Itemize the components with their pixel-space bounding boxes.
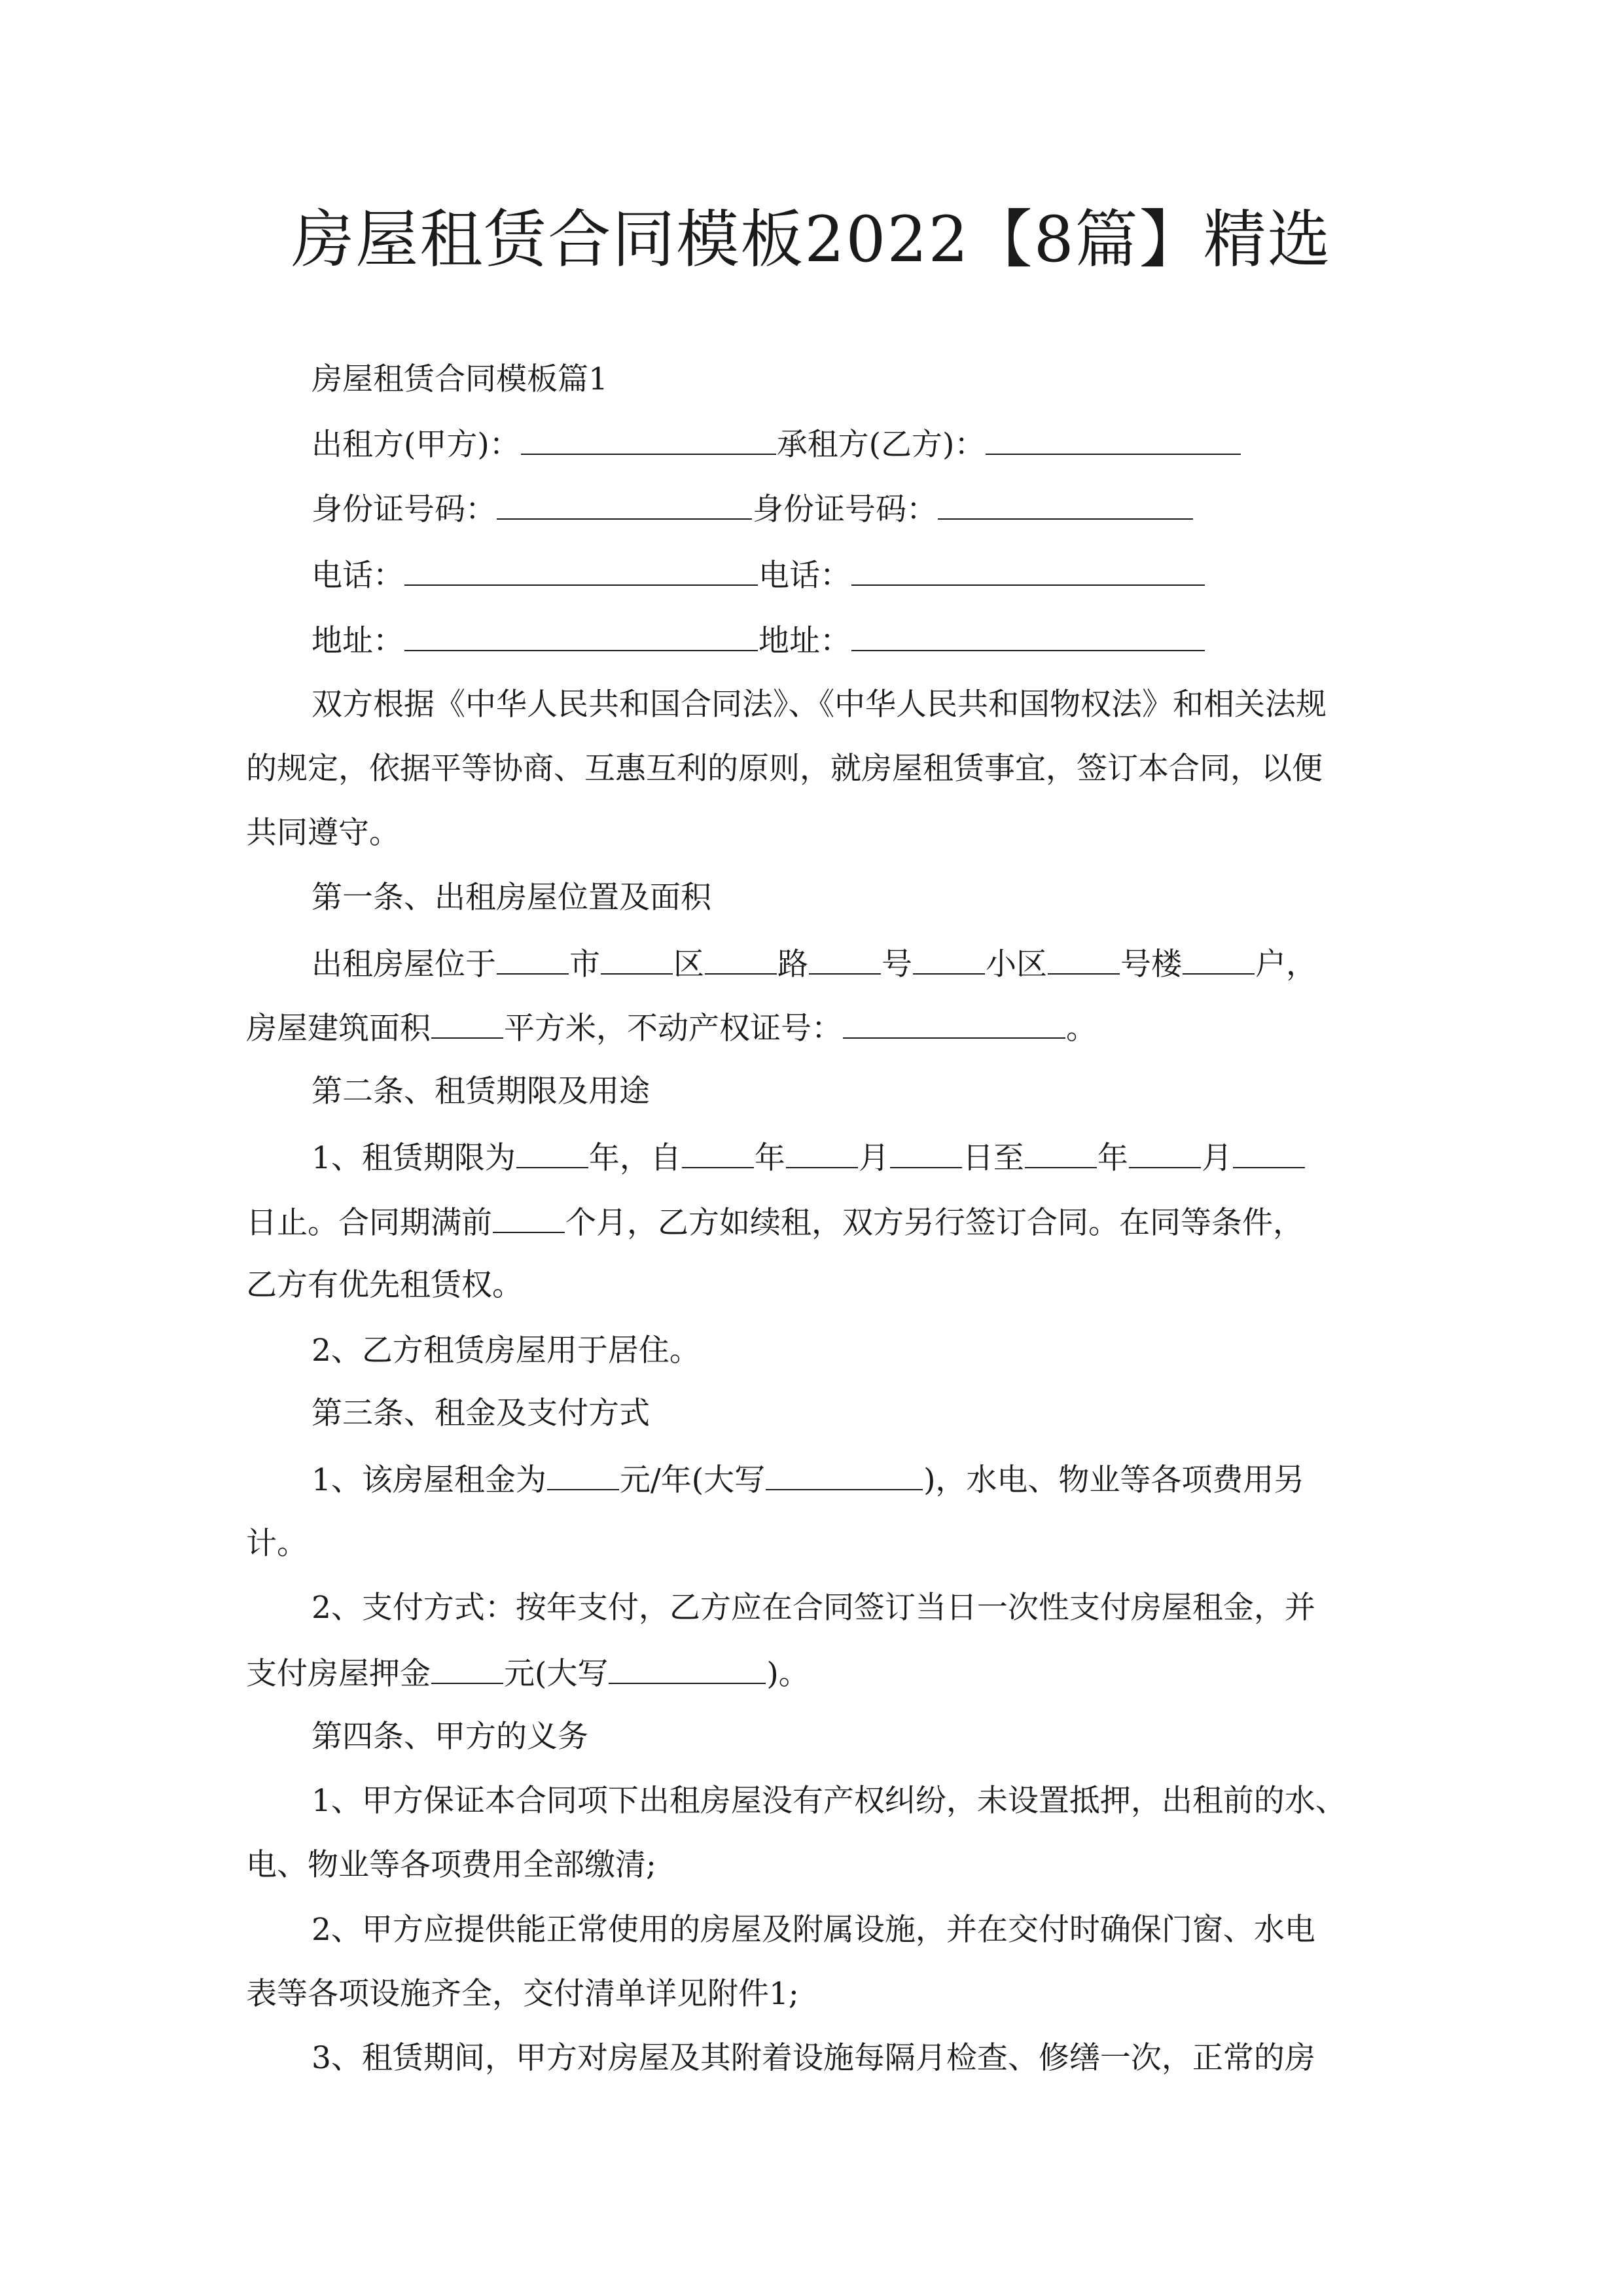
years-blank (516, 1134, 588, 1168)
document-title: 房屋租赁合同模板2022【8篇】精选 (291, 203, 1332, 276)
district-text: 区 (673, 946, 704, 982)
lessor-blank (521, 421, 776, 455)
lessee-phone-label: 电话： (758, 558, 851, 594)
end-day-text: 日止。合同期满前 (246, 1205, 492, 1241)
deposit-blank (431, 1650, 503, 1684)
lessor-row (312, 421, 1241, 468)
district-blank (601, 941, 673, 975)
preamble-line-1: 双方根据《中华人民共和国合同法》、《中华人民共和国物权法》和相关法规 (312, 687, 1327, 723)
start-day-blank (890, 1134, 962, 1168)
article2-usage-line: 2、乙方租赁房屋用于居住。 (312, 1333, 700, 1369)
term-text: 1、租赁期限为 (312, 1140, 516, 1176)
lessor-phone-blank (404, 552, 758, 586)
article2-term-line (312, 1134, 1306, 1181)
road-blank (705, 941, 777, 975)
deposit-end-text: )。 (766, 1656, 810, 1692)
lessor-phone-label: 电话： (312, 558, 404, 594)
rent-text: 1、该房屋租金为 (312, 1462, 546, 1498)
end-month-blank (1129, 1134, 1201, 1168)
building-blank (1048, 941, 1120, 975)
lessee-phone-blank (851, 552, 1205, 586)
article3-payment-line-1: 2、支付方式：按年支付，乙方应在合同签订当日一次性支付房屋租金，并 (312, 1590, 1315, 1626)
number-blank (809, 941, 881, 975)
rent-blank (547, 1456, 619, 1490)
lessor-id-blank (497, 486, 752, 520)
article2-renewal-line (246, 1199, 1304, 1246)
from-text: 年，自 (588, 1140, 681, 1176)
article3-rent-line (312, 1456, 1304, 1503)
deed-text: 平方米，不动产权证号： (504, 1011, 842, 1047)
number-text: 号 (882, 946, 912, 982)
building-text: 号楼 (1120, 946, 1182, 982)
lessee-label: 承租方(乙方)： (776, 427, 986, 463)
rent-unit-text: 元/年(大写 (619, 1462, 766, 1498)
until-text: 日至 (962, 1140, 1024, 1176)
unit-text: 户， (1255, 946, 1317, 982)
lessee-id-label: 身份证号码： (753, 492, 937, 528)
utilities-text: )，水电、物业等各项费用另 (923, 1462, 1305, 1498)
lessee-blank (986, 421, 1241, 455)
id-row (312, 486, 1194, 533)
lessor-address-label: 地址： (312, 623, 404, 659)
phone-row (312, 552, 1205, 599)
location-text: 出租房屋位于 (312, 946, 496, 982)
article1-location-line (312, 941, 1317, 988)
article3-deposit-line (246, 1650, 810, 1697)
end-year-text: 年 (1097, 1140, 1128, 1176)
deposit-words-blank (609, 1650, 766, 1684)
renewal-text: 个月，乙方如续租，双方另行签订合同。在同等条件， (565, 1205, 1304, 1241)
article3-rent-line-2: 计。 (246, 1526, 308, 1562)
article4-p2-line-2: 表等各项设施齐全，交付清单详见附件1; (246, 1976, 799, 2012)
unit-blank (1183, 941, 1255, 975)
city-text: 市 (569, 946, 600, 982)
article4-p1-line-1: 1、甲方保证本合同项下出租房屋没有产权纠纷，未设置抵押，出租前的水、 (312, 1783, 1346, 1819)
year-text: 年 (754, 1140, 785, 1176)
article4-p2-line-1: 2、甲方应提供能正常使用的房屋及附属设施，并在交付时确保门窗、水电 (312, 1912, 1315, 1948)
area-text: 房屋建筑面积 (246, 1011, 431, 1047)
deposit-text: 支付房屋押金 (246, 1656, 431, 1692)
community-blank (913, 941, 985, 975)
article4-p1-line-2: 电、物业等各项费用全部缴清; (246, 1847, 656, 1883)
section-heading: 房屋租赁合同模板篇1 (312, 361, 608, 397)
address-row (312, 617, 1205, 664)
lessee-id-blank (938, 486, 1193, 520)
start-month-blank (786, 1134, 858, 1168)
article1-heading: 第一条、出租房屋位置及面积 (312, 880, 711, 916)
month-text: 月 (858, 1140, 889, 1176)
article4-heading: 第四条、甲方的义务 (312, 1719, 588, 1755)
rent-words-blank (766, 1456, 923, 1490)
community-text: 小区 (986, 946, 1047, 982)
preamble-line-2: 的规定，依据平等协商、互惠互利的原则，就房屋租赁事宜，签订本合同，以便 (246, 751, 1323, 787)
article1-area-line (246, 1005, 1097, 1052)
article2-heading: 第二条、租赁期限及用途 (312, 1073, 650, 1109)
lessor-label: 出租方(甲方)： (312, 427, 520, 463)
end-day-blank (1233, 1134, 1305, 1168)
road-text: 路 (777, 946, 808, 982)
article4-p3-line-1: 3、租赁期间，甲方对房屋及其附着设施每隔月检查、修缮一次，正常的房 (312, 2040, 1315, 2076)
preamble-line-3: 共同遵守。 (246, 815, 400, 851)
lessor-address-blank (404, 617, 758, 651)
deposit-unit-text: 元(大写 (504, 1656, 609, 1692)
lessee-address-label: 地址： (758, 623, 851, 659)
end-month-text: 月 (1201, 1140, 1232, 1176)
article3-heading: 第三条、租金及支付方式 (312, 1395, 650, 1431)
end-year-blank (1025, 1134, 1097, 1168)
city-blank (497, 941, 569, 975)
lessor-id-label: 身份证号码： (312, 492, 496, 528)
months-blank (493, 1199, 565, 1233)
article2-priority-line: 乙方有优先租赁权。 (246, 1267, 523, 1303)
deed-blank (843, 1005, 1065, 1039)
lessee-address-blank (851, 617, 1205, 651)
period-text: 。 (1066, 1011, 1097, 1047)
area-blank (431, 1005, 503, 1039)
start-year-blank (682, 1134, 754, 1168)
